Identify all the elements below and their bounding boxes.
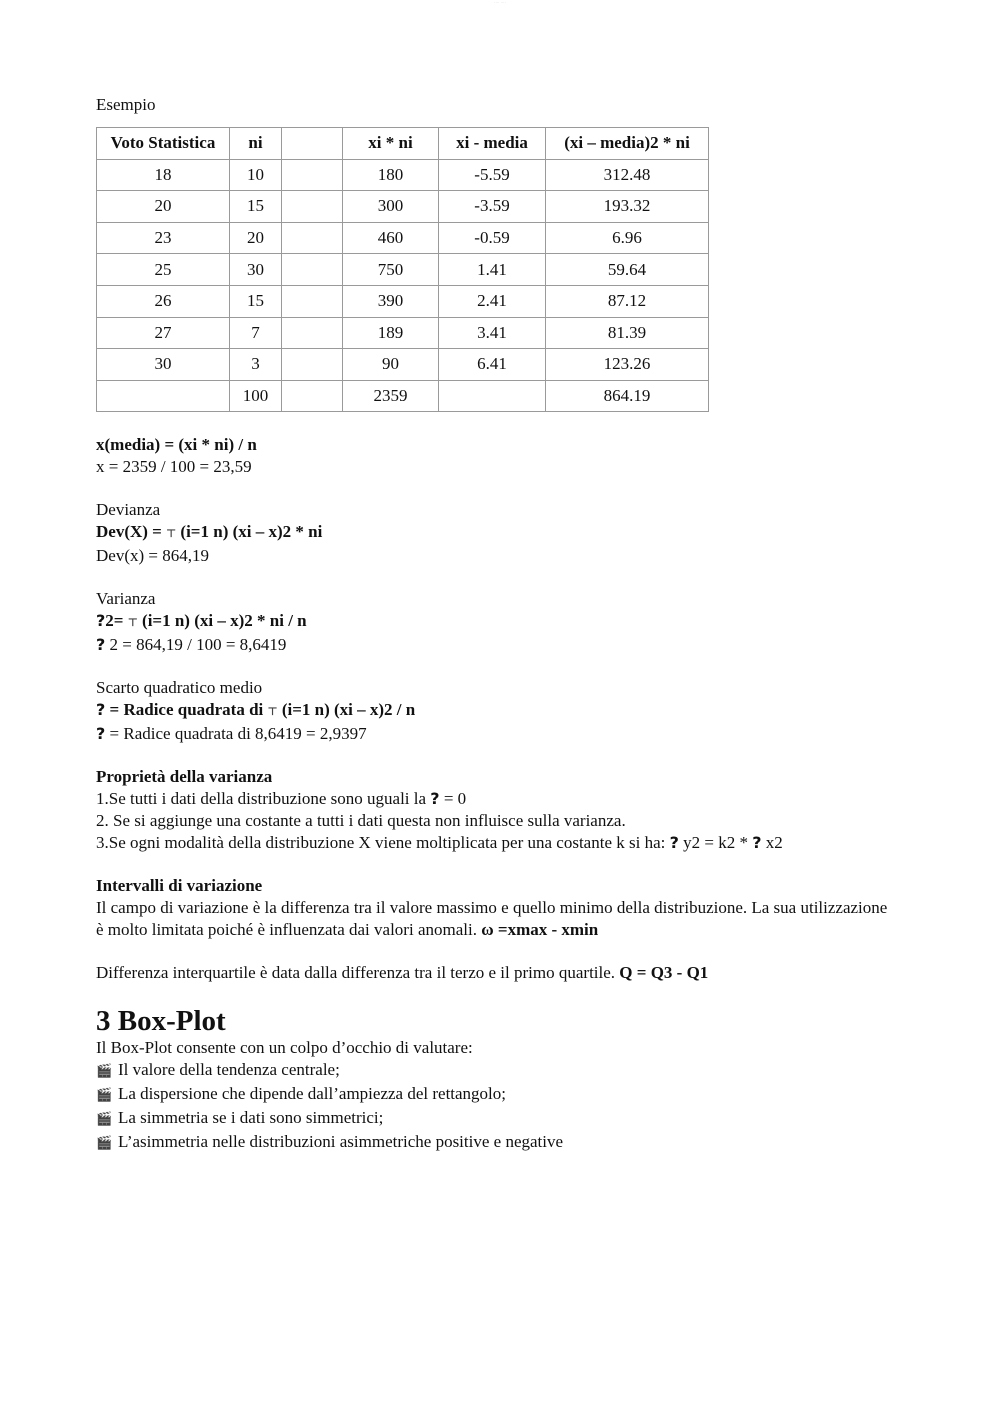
list-item-text: Il valore della tendenza centrale; xyxy=(118,1060,340,1080)
table-cell: 2.41 xyxy=(439,285,546,317)
proprieta-text: 1.Se tutti i dati della distribuzione sono uguali la xyxy=(96,789,431,809)
table-cell: 300 xyxy=(343,191,439,223)
table-cell: 2359 xyxy=(343,380,439,412)
clapperboard-icon: 🎬 xyxy=(96,1112,113,1128)
varianza-calc-text: 2 = 864,19 / 100 = 8,6419 xyxy=(109,635,287,655)
sigma-icon: ⊤ xyxy=(166,527,177,541)
boxplot-intro: Il Box-Plot consente con un colpo d’occhio di valutare: xyxy=(96,1038,473,1058)
table-cell: 750 xyxy=(343,254,439,286)
varianza-formula xyxy=(96,610,896,634)
table-row xyxy=(97,317,709,349)
table-cell xyxy=(439,380,546,412)
table-cell: 390 xyxy=(343,285,439,317)
table-cell: 23 xyxy=(97,222,230,254)
media-section xyxy=(96,434,896,478)
boxplot-section xyxy=(96,1005,896,1155)
intervalli-formula: ω =xmax - xmin xyxy=(481,920,599,940)
table-cell: 1.41 xyxy=(439,254,546,286)
table-cell: 25 xyxy=(97,254,230,286)
varianza-title: Varianza xyxy=(96,589,156,609)
table-cell: -5.59 xyxy=(439,159,546,191)
scarto-formula-text: (i=1 n) (xi – x)2 / n xyxy=(281,700,416,720)
devianza-formula xyxy=(96,521,896,545)
table-cell xyxy=(282,317,343,349)
unknown-symbol-icon: ? xyxy=(96,724,106,744)
table-cell: 90 xyxy=(343,349,439,381)
table-cell: 460 xyxy=(343,222,439,254)
clapperboard-icon: 🎬 xyxy=(96,1136,113,1152)
unknown-symbol-icon: ? xyxy=(96,611,106,631)
table-cell xyxy=(282,349,343,381)
table-cell: -0.59 xyxy=(439,222,546,254)
table-cell: 189 xyxy=(343,317,439,349)
scarto-formula xyxy=(96,699,896,723)
column-header: xi - media xyxy=(439,128,546,160)
unknown-symbol-icon: ? xyxy=(669,833,679,853)
devianza-formula-text: (i=1 n) (xi – x)2 * ni xyxy=(180,522,323,542)
table-cell xyxy=(282,159,343,191)
table-cell: -3.59 xyxy=(439,191,546,223)
table-cell: 20 xyxy=(97,191,230,223)
proprieta-text: y2 = k2 * xyxy=(683,833,753,853)
column-header: Voto Statistica xyxy=(97,128,230,160)
proprieta-text: = 0 xyxy=(439,789,467,809)
table-cell xyxy=(282,254,343,286)
table-cell: 20 xyxy=(230,222,282,254)
table-row xyxy=(97,349,709,381)
unknown-symbol-icon: ? xyxy=(430,789,440,809)
table-cell: 312.48 xyxy=(546,159,709,191)
list-item xyxy=(96,1083,896,1107)
table-cell: 180 xyxy=(343,159,439,191)
scarto-section xyxy=(96,677,896,745)
statistics-table xyxy=(96,127,709,412)
table-cell xyxy=(282,191,343,223)
unknown-symbol-icon: ? xyxy=(752,833,762,853)
table-cell: 100 xyxy=(230,380,282,412)
media-calc: x = 2359 / 100 = 23,59 xyxy=(96,457,252,477)
column-header xyxy=(282,128,343,160)
devianza-calc: Dev(x) = 864,19 xyxy=(96,546,209,566)
interquartile-text: Differenza interquartile è data dalla differenza tra il terzo e il primo quartile. xyxy=(96,963,620,983)
proprieta-section xyxy=(96,766,896,854)
document-page xyxy=(96,94,896,1155)
media-formula: x(media) = (xi * ni) / n xyxy=(96,435,257,455)
sigma-icon: ⊤ xyxy=(127,616,138,630)
intervalli-section xyxy=(96,875,896,941)
table-cell: 15 xyxy=(230,285,282,317)
table-cell: 7 xyxy=(230,317,282,349)
list-item-text: La simmetria se i dati sono simmetrici; xyxy=(118,1108,384,1128)
list-item xyxy=(96,1107,896,1131)
table-cell: 6.41 xyxy=(439,349,546,381)
proprieta-text: 3.Se ogni modalità della distribuzione X viene moltiplicata per una costante k si ha: xyxy=(96,833,670,853)
devianza-title: Devianza xyxy=(96,500,161,520)
column-header: ni xyxy=(230,128,282,160)
table-cell: 6.96 xyxy=(546,222,709,254)
devianza-section xyxy=(96,499,896,567)
scarto-formula-text: = Radice quadrata di xyxy=(109,700,268,720)
table-cell: 123.26 xyxy=(546,349,709,381)
proprieta-title: Proprietà della varianza xyxy=(96,767,273,787)
table-row xyxy=(97,159,709,191)
unknown-symbol-icon: ? xyxy=(96,635,106,655)
varianza-section xyxy=(96,588,896,656)
boxplot-heading: 3 Box-Plot xyxy=(96,1005,226,1038)
table-cell: 30 xyxy=(97,349,230,381)
table-cell xyxy=(282,380,343,412)
table-cell: 10 xyxy=(230,159,282,191)
page-header-mark: ···· ···· xyxy=(494,0,506,5)
table-cell: 3 xyxy=(230,349,282,381)
table-row xyxy=(97,254,709,286)
table-cell xyxy=(97,380,230,412)
table-cell: 87.12 xyxy=(546,285,709,317)
interquartile-paragraph xyxy=(96,962,896,984)
table-cell: 26 xyxy=(97,285,230,317)
varianza-formula-text: 2= xyxy=(105,611,128,631)
table-cell: 81.39 xyxy=(546,317,709,349)
table-cell xyxy=(282,285,343,317)
table-row xyxy=(97,191,709,223)
column-header: xi * ni xyxy=(343,128,439,160)
list-item-text: L’asimmetria nelle distribuzioni asimmetriche positive e negative xyxy=(118,1132,564,1152)
table-cell: 59.64 xyxy=(546,254,709,286)
table-cell: 30 xyxy=(230,254,282,286)
table-cell: 864.19 xyxy=(546,380,709,412)
example-label: Esempio xyxy=(96,95,156,114)
table-row xyxy=(97,285,709,317)
interquartile-section xyxy=(96,962,896,984)
devianza-formula-text: Dev(X) = xyxy=(96,522,167,542)
intervalli-paragraph xyxy=(96,897,896,941)
clapperboard-icon: 🎬 xyxy=(96,1064,113,1080)
table-cell: 3.41 xyxy=(439,317,546,349)
clapperboard-icon: 🎬 xyxy=(96,1088,113,1104)
varianza-calc xyxy=(96,634,896,656)
list-item xyxy=(96,1059,896,1083)
table-cell: 27 xyxy=(97,317,230,349)
proprieta-text: x2 xyxy=(765,833,783,853)
intervalli-title: Intervalli di variazione xyxy=(96,876,263,896)
table-cell: 18 xyxy=(97,159,230,191)
unknown-symbol-icon: ? xyxy=(96,700,106,720)
proprieta-item-3 xyxy=(96,832,896,854)
interquartile-formula: Q = Q3 - Q1 xyxy=(619,963,709,983)
sigma-icon: ⊤ xyxy=(267,705,278,719)
proprieta-item-1 xyxy=(96,788,896,810)
list-item-text: La dispersione che dipende dall’ampiezza del rettangolo; xyxy=(118,1084,507,1104)
table-cell xyxy=(282,222,343,254)
varianza-formula-text: (i=1 n) (xi – x)2 * ni / n xyxy=(142,611,307,631)
table-row xyxy=(97,222,709,254)
table-total-row xyxy=(97,380,709,412)
table-cell: 15 xyxy=(230,191,282,223)
scarto-title: Scarto quadratico medio xyxy=(96,678,263,698)
scarto-calc-text: = Radice quadrata di 8,6419 = 2,9397 xyxy=(109,724,367,744)
table-header-row xyxy=(97,128,709,160)
intervalli-text: Il campo di variazione è la differenza tra il valore massimo e quello minimo della distribuzione. La sua utilizzazione è molto limitata poiché è influenzata dai valori anomali. xyxy=(96,898,888,940)
column-header: (xi – media)2 * ni xyxy=(546,128,709,160)
proprieta-item-2: 2. Se si aggiunge una costante a tutti i dati questa non influisce sulla varianza. xyxy=(96,811,626,831)
scarto-calc xyxy=(96,723,896,745)
table-cell: 193.32 xyxy=(546,191,709,223)
list-item xyxy=(96,1131,896,1155)
